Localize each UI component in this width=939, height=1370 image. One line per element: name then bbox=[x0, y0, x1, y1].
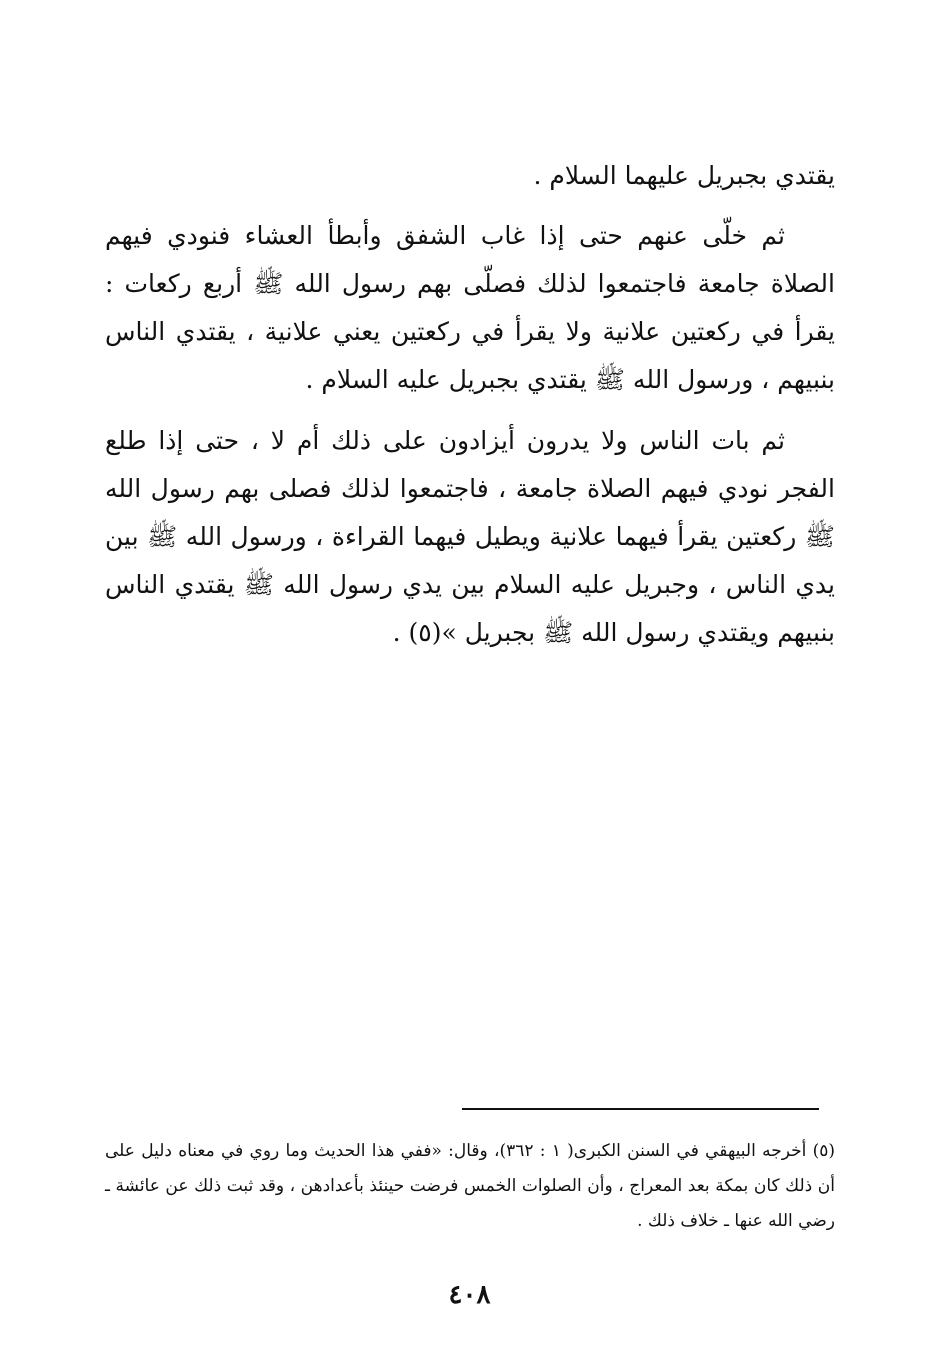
page-number: ٤٠٨ bbox=[448, 1280, 491, 1310]
paragraph-fajr-prayer: ثم بات الناس ولا يدرون أيزادون على ذلك أم لا ، حتى إذا طلع الفجر نودي فيهم الصلاة جامعة ، فاجتمعوا لذلك فصلى بهم رسول الله ﷺ ركعتين يقرأ فيهما علانية ويطيل فيهما القراءة ، ورسول الله ﷺ بين يدي الناس ، وجبريل عليه السلام بين يدي رسول الله ﷺ يقتدي الناس بنبيهم ويقتدي رسول الله ﷺ بجبريل »(٥) . bbox=[105, 426, 835, 647]
footnote-text: (٥) أخرجه البيهقي في السنن الكبرى( ١ : ٣٦٢)، وقال: «ففي هذا الحديث وما روي في معناه دليل على أن ذلك كان بمكة بعد المعراج ، وأن الصلوات الخمس فرضت حينئذ بأعدادهن ، وقد ثبت ذلك عن عائشة ـ رضي الله عنها ـ خلاف ذلك . bbox=[105, 1141, 835, 1231]
continuation-line: يقتدي بجبريل عليهما السلام . bbox=[533, 161, 835, 190]
footnote-divider bbox=[462, 1108, 819, 1110]
paragraph-isha-prayer: ثم خلّى عنهم حتى إذا غاب الشفق وأبطأ العشاء فنودي فيهم الصلاة جامعة فاجتمعوا لذلك فصلّى بهم رسول الله ﷺ أربع ركعات : يقرأ في ركعتين علانية ولا يقرأ في ركعتين يعني علانية ، يقتدي الناس بنبيهم ، ورسول الله ﷺ يقتدي بجبريل عليه السلام . bbox=[105, 221, 835, 394]
footnote bbox=[105, 1134, 835, 1239]
main-text bbox=[105, 152, 835, 670]
